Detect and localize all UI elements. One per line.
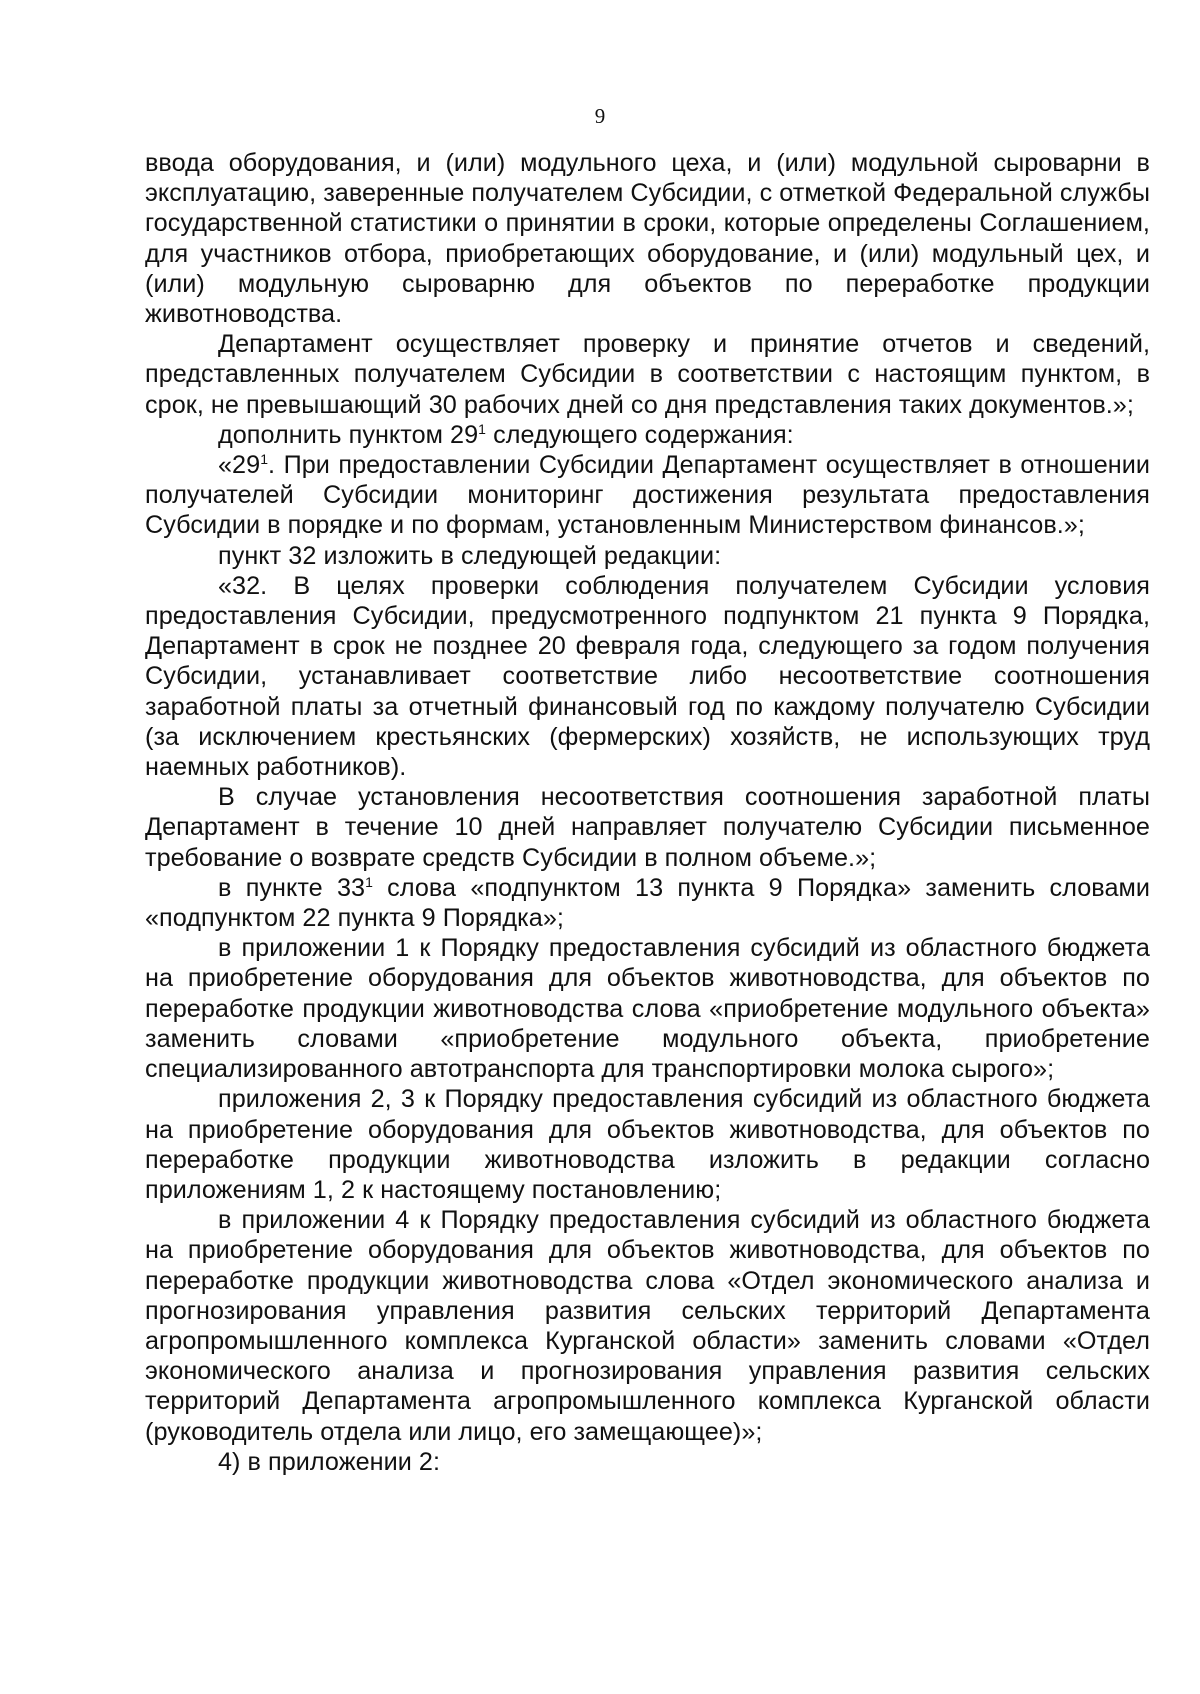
paragraph-appendix-2-heading: 4) в приложении 2: bbox=[218, 1447, 441, 1476]
paragraph-text: в пункте 33 bbox=[218, 873, 366, 902]
page-number: 9 bbox=[594, 104, 606, 128]
superscript-index: 1 bbox=[365, 873, 373, 890]
paragraph-text: слова «подпунктом 13 пункта 9 Порядка» заменить словами «подпунктом 22 пункта 9 Порядка»; bbox=[145, 873, 1150, 933]
paragraph-appendix-1: в приложении 1 к Порядку предоставления субсидий из областного бюджета на приобретение оборудования для объектов животноводства, для объектов по переработке продукции животноводства слова «приобретение модульного объекта» заменить словами «приобретение модульного объекта, приобретение специализированного автотранспорта для транспортировки молока сырого»; bbox=[145, 934, 1150, 1084]
paragraph-appendices-2-3: приложения 2, 3 к Порядку предоставления субсидий из областного бюджета на приобретение оборудования для объектов животноводства, для объектов по переработке продукции животноводства изложить в редакции согласно приложениям 1, 2 к настоящему постановлению; bbox=[145, 1085, 1150, 1204]
paragraph-text: «29 bbox=[218, 451, 261, 480]
paragraph-appendix-4: в приложении 4 к Порядку предоставления субсидий из областного бюджета на приобретение оборудования для объектов животноводства, для объектов по переработке продукции животноводства слова «Отдел экономического анализа и прогнозирования управления развития сельских территорий Департамента агропромышленного комплекса Курганской области» заменить словами «Отдел экономического анализа и прогнозирования управления развития сельских территорий Департамента агропромышленного комплекса Курганской области (руководитель отдела или лицо, его замещающее)»; bbox=[145, 1206, 1150, 1446]
paragraph-department-review: Департамент осуществляет проверку и принятие отчетов и сведений, представленных получателем Субсидии в соответствии с настоящим пунктом, в срок, не превышающий 30 рабочих дней со дня представления таких документов.»; bbox=[145, 330, 1150, 419]
paragraph-text: следующего содержания: bbox=[486, 420, 794, 449]
paragraph-add-clause-29-1 bbox=[145, 420, 1150, 450]
paragraph-clause-33-1 bbox=[145, 873, 1150, 933]
paragraph-mismatch-case: В случае установления несоответствия соотношения заработной платы Департамент в течение 10 дней направляет получателю Субсидии письменное требование о возврате средств Субсидии в полном объеме.»; bbox=[145, 783, 1150, 872]
paragraph-continuation: ввода оборудования, и (или) модульного цеха, и (или) модульной сыроварни в эксплуатацию, заверенные получателем Субсидии, с отметкой Федеральной службы государственной статистики о принятии в сроки, которые определены Соглашением, для участников отбора, приобретающих оборудование, и (или) модульный цех, и (или) модульную сыроварню для объектов по переработке продукции животноводства. bbox=[145, 149, 1150, 329]
document-body bbox=[145, 148, 1150, 1477]
paragraph-text: дополнить пунктом 29 bbox=[218, 420, 479, 449]
paragraph-clause-32-intro: пункт 32 изложить в следующей редакции: bbox=[218, 541, 722, 570]
superscript-index: 1 bbox=[478, 420, 487, 437]
superscript-index: 1 bbox=[260, 451, 269, 468]
paragraph-clause-29-1 bbox=[145, 450, 1150, 541]
paragraph-clause-32: «32. В целях проверки соблюдения получателем Субсидии условия предоставления Субсидии, предусмотренного подпунктом 21 пункта 9 Порядка, Департамент в срок не позднее 20 февраля года, следующего за годом получения Субсидии, устанавливает соответствие либо несоответствие соотношения заработной платы за отчетный финансовый год по каждому получателю Субсидии (за исключением крестьянских (фермерских) хозяйств, не использующих труд наемных работников). bbox=[145, 571, 1150, 782]
paragraph-text: . При предоставлении Субсидии Департамент осуществляет в отношении получателей Субсидии мониторинг достижения результата предоставления Субсидии в порядке и по формам, установленным Министерством финансов.»; bbox=[145, 451, 1150, 540]
